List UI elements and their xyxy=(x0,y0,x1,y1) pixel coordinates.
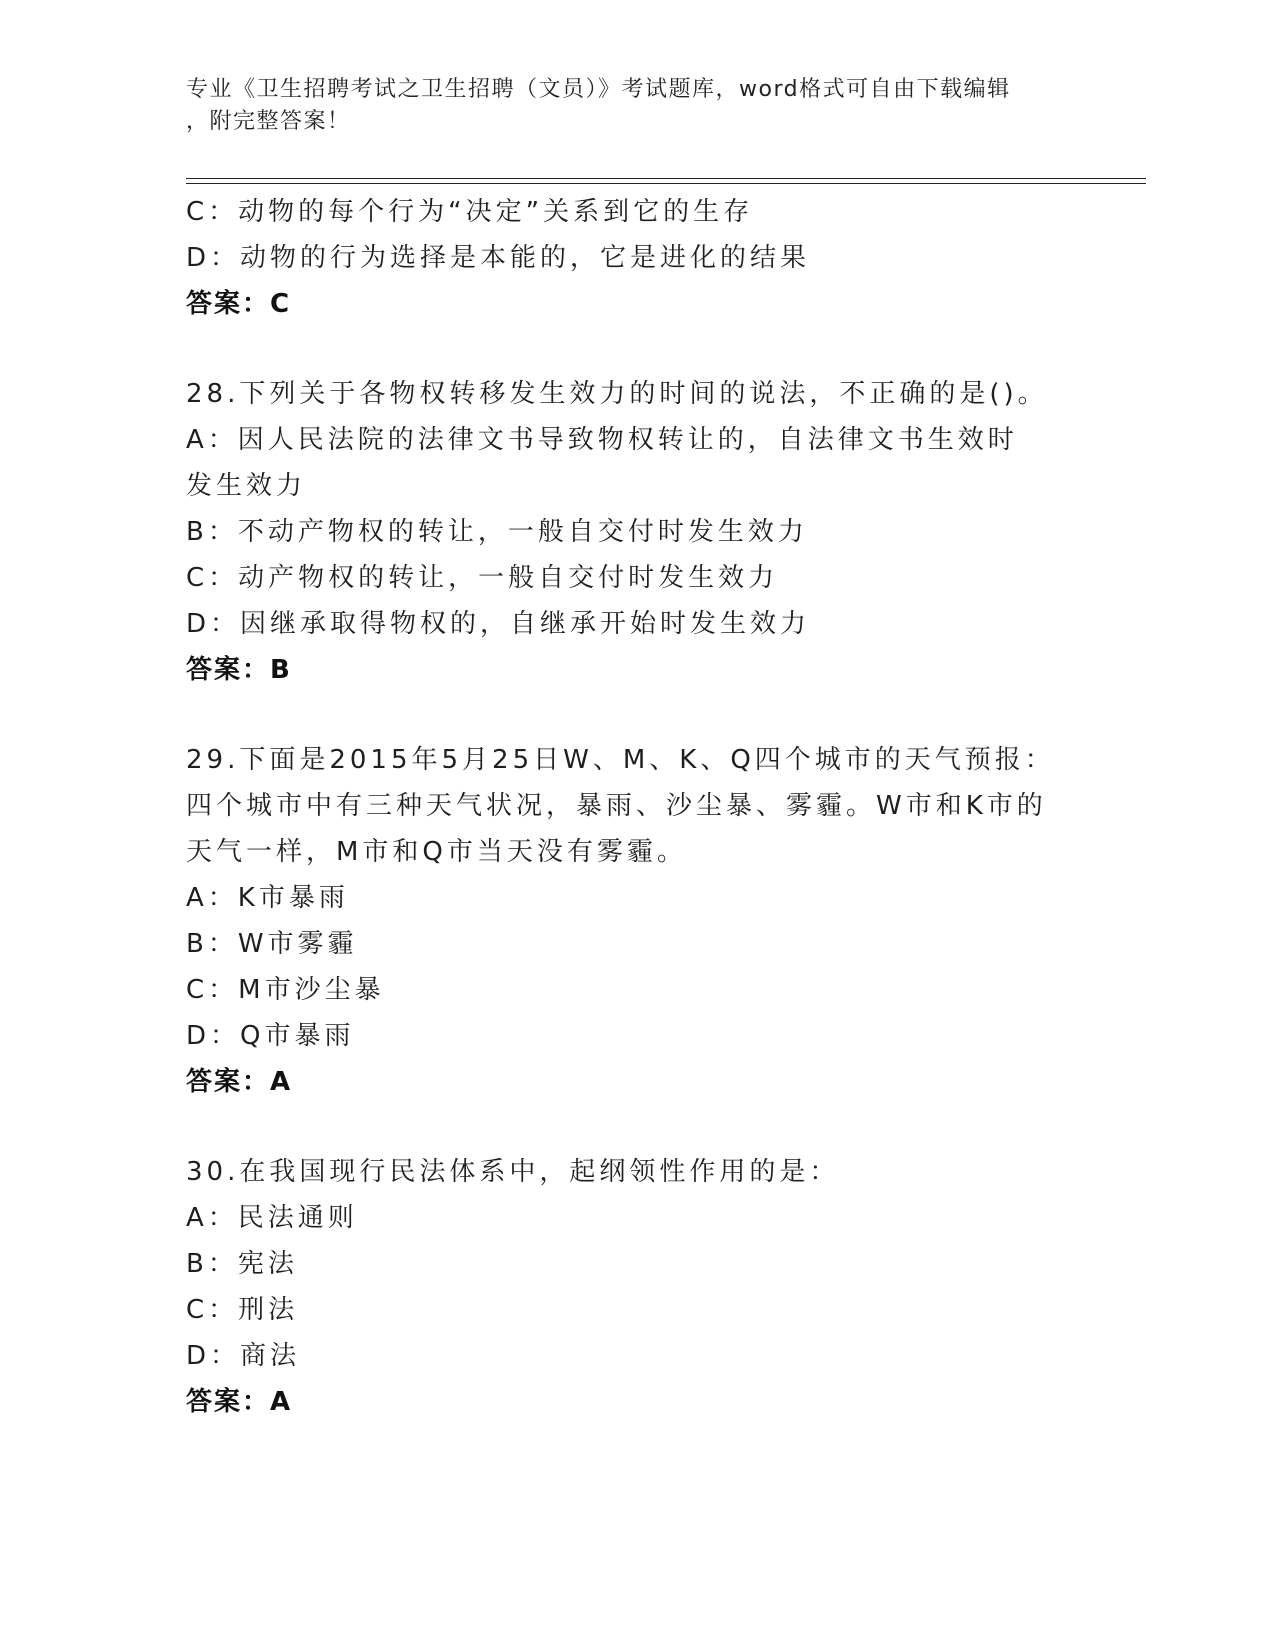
option-d: D：商法 xyxy=(186,1341,301,1371)
option-c: C：刑法 xyxy=(186,1295,299,1325)
question-stem: 30.在我国现行民法体系中，起纲领性作用的是： xyxy=(186,1157,840,1187)
question-list xyxy=(186,189,1086,1425)
answer-line: 答案：B xyxy=(186,655,292,685)
option-b: B：W市雾霾 xyxy=(186,929,358,959)
question-29 xyxy=(186,737,1086,1105)
header-divider-bottom xyxy=(186,183,1146,184)
answer-line: 答案：C xyxy=(186,289,292,319)
option-d: D：因继承取得物权的，自继承开始时发生效力 xyxy=(186,609,811,639)
option-b: B：不动产物权的转让，一般自交付时发生效力 xyxy=(186,517,808,547)
option-c: C：M市沙尘暴 xyxy=(186,975,385,1005)
partial-question-27 xyxy=(186,189,1086,327)
option-a: A：民法通则 xyxy=(186,1203,358,1233)
header-line-2: ，附完整答案！ xyxy=(186,109,351,134)
answer-line: 答案：A xyxy=(186,1067,293,1097)
option-d: D：动物的行为选择是本能的，它是进化的结果 xyxy=(186,243,811,273)
option-b: B：宪法 xyxy=(186,1249,298,1279)
header-line-1: 专业《卫生招聘考试之卫生招聘（文员）》考试题库，word格式可自由下载编辑 xyxy=(186,77,1011,102)
header-divider-top xyxy=(186,178,1146,179)
question-28 xyxy=(186,371,1086,693)
answer-line: 答案：A xyxy=(186,1387,293,1417)
option-d: D：Q市暴雨 xyxy=(186,1021,355,1051)
option-a: A：K市暴雨 xyxy=(186,883,349,913)
question-stem: 29.下面是2015年5月25日W、M、K、Q四个城市的天气预报：四个城市中有三种天气状况，暴雨、沙尘暴、雾霾。W市和K市的天气一样，M市和Q市当天没有雾霾。 xyxy=(186,745,1055,867)
document-header xyxy=(186,74,1066,138)
option-c: C：动物的每个行为“决定”关系到它的生存 xyxy=(186,197,754,227)
option-a: A：因人民法院的法律文书导致物权转让的，自法律文书生效时发生效力 xyxy=(186,425,1018,501)
question-stem: 28.下列关于各物权转移发生效力的时间的说法，不正确的是()。 xyxy=(186,379,1048,409)
option-c: C：动产物权的转让，一般自交付时发生效力 xyxy=(186,563,779,593)
question-30 xyxy=(186,1149,1086,1425)
